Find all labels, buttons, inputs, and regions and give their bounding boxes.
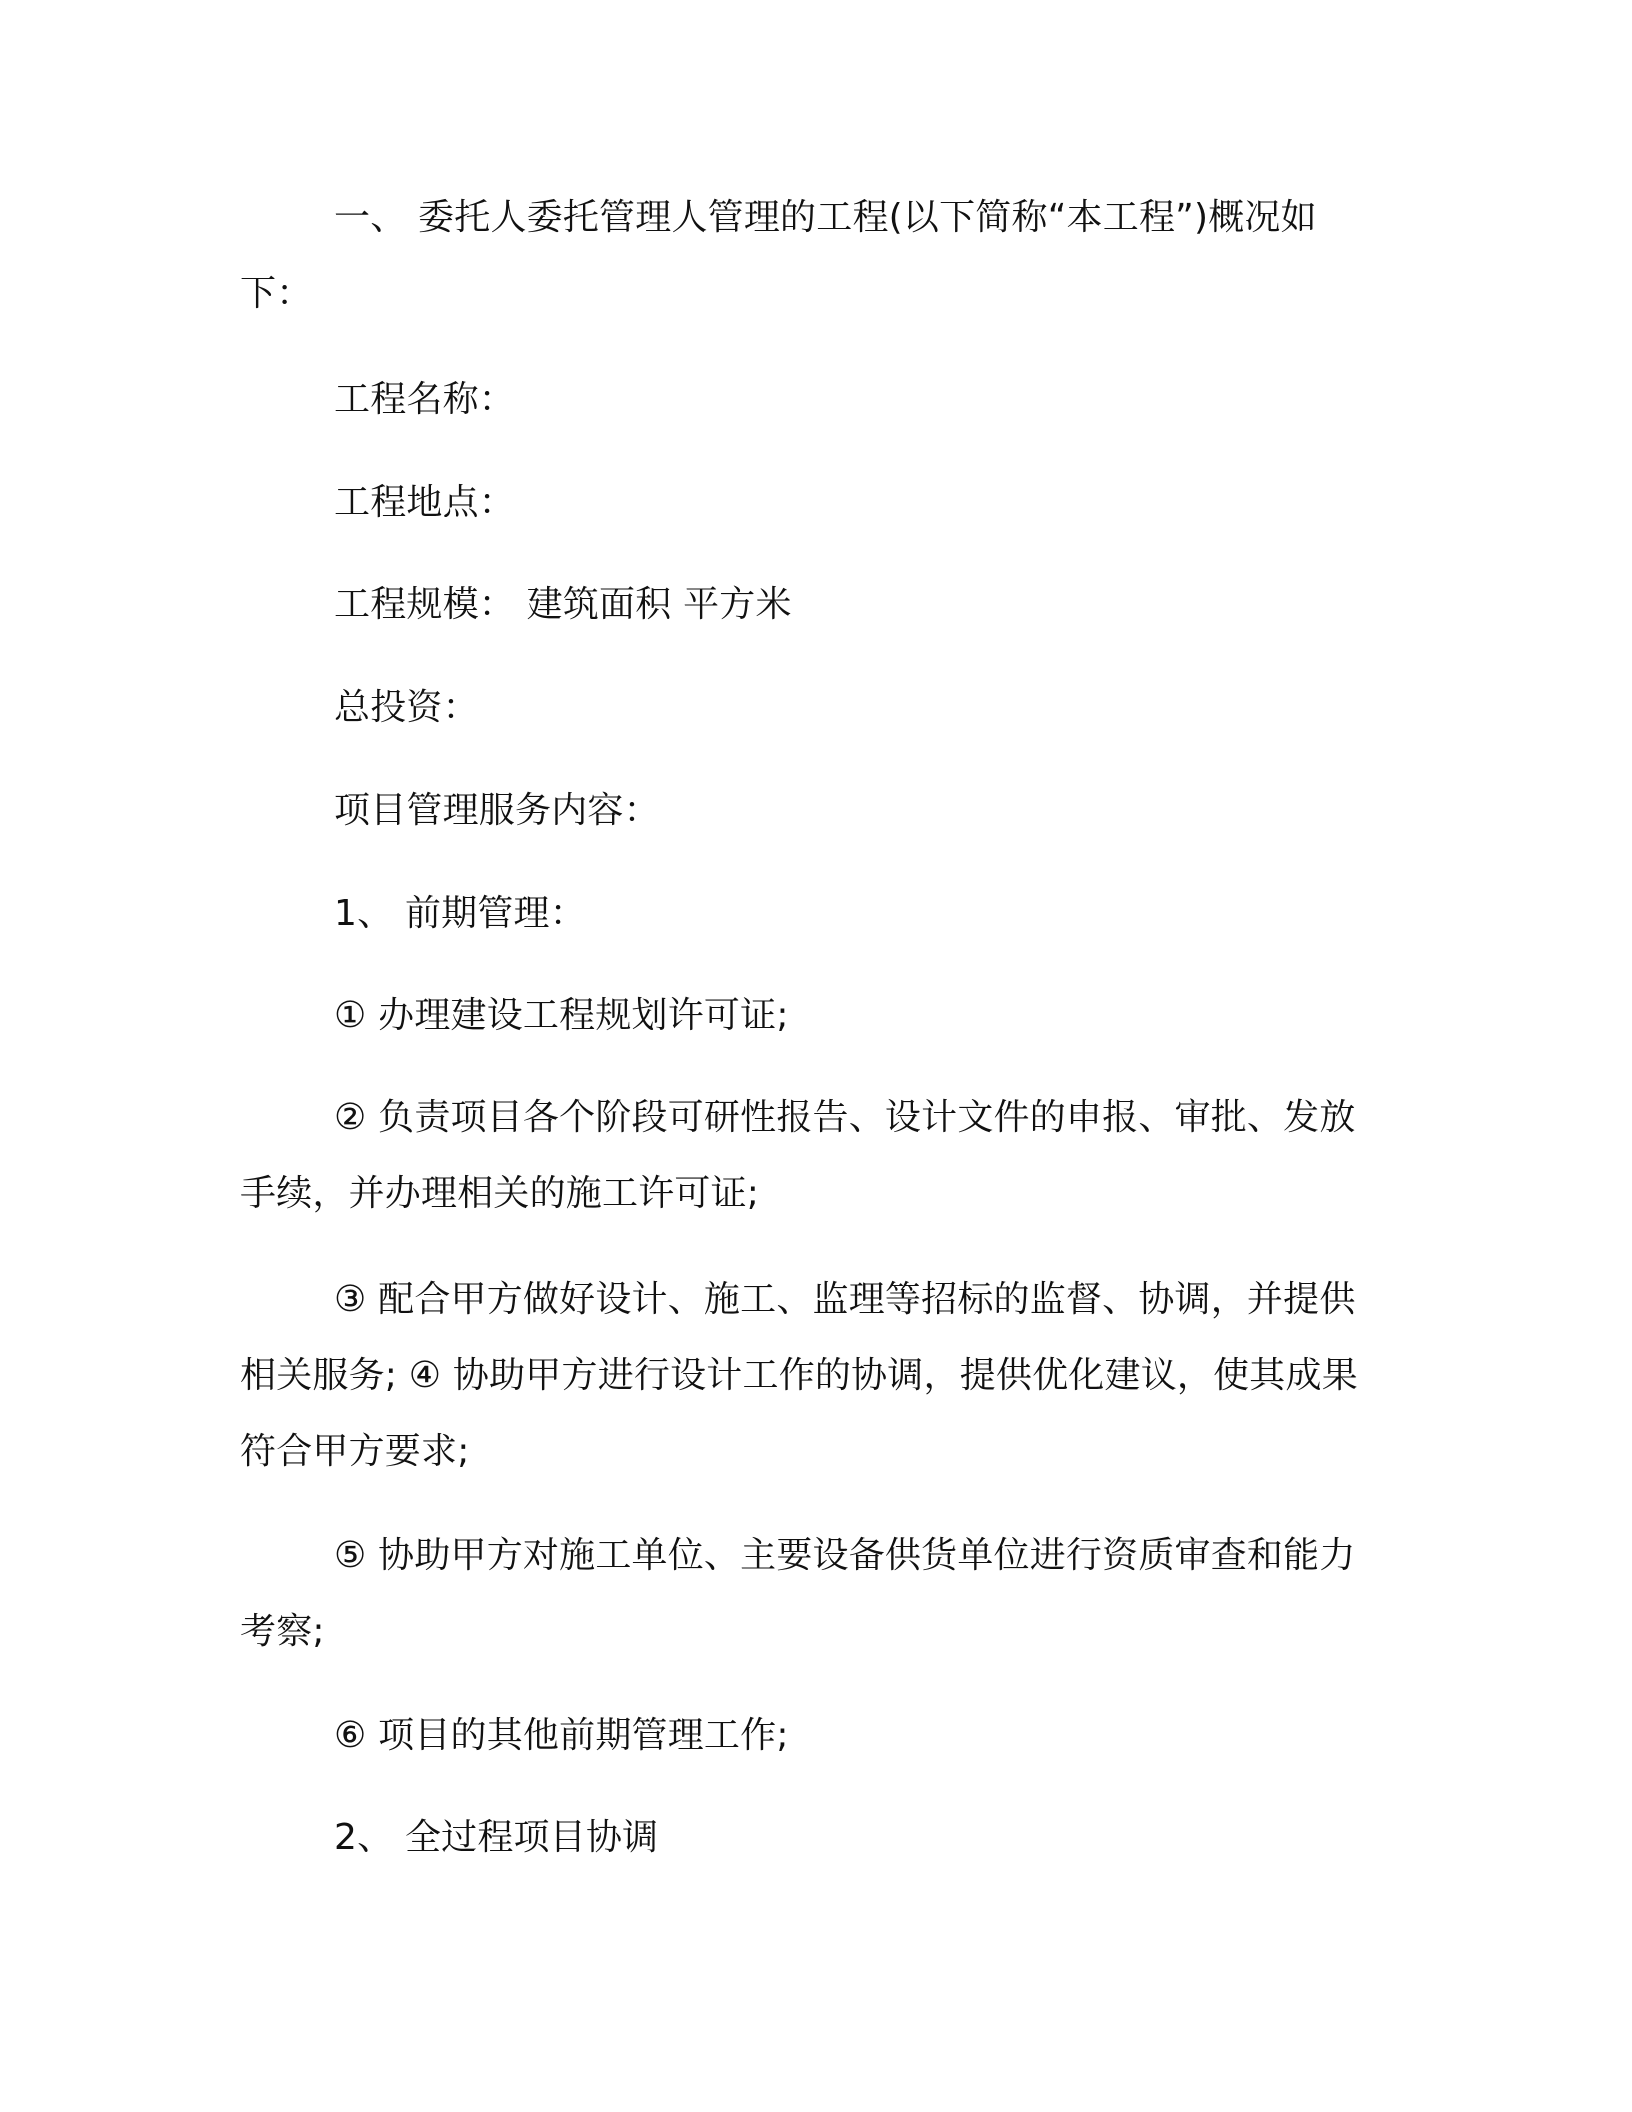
paragraph-item-2: ② 负责项目各个阶段可研性报告、设计文件的申报、审批、发放手续，并办理相关的施工许可证; (240, 1097, 1356, 1214)
paragraph-project-scale: 工程规模： 建筑面积 平方米 (334, 584, 792, 625)
paragraph-project-name: 工程名称： (334, 379, 516, 420)
paragraph-overview-intro: 一、 委托人委托管理人管理的工程(以下简称“本工程”)概况如下： (240, 197, 1317, 314)
paragraph-total-investment: 总投资： (334, 687, 479, 728)
paragraph-project-coordination-heading: 2、 全过程项目协调 (334, 1817, 659, 1858)
paragraph-early-management-heading: 1、 前期管理： (334, 893, 586, 934)
paragraph-item-6: ⑥ 项目的其他前期管理工作; (334, 1715, 789, 1756)
paragraph-service-content: 项目管理服务内容： (334, 790, 660, 831)
paragraph-item-5: ⑤ 协助甲方对施工单位、主要设备供货单位进行资质审查和能力考察; (240, 1535, 1356, 1652)
paragraph-item-1: ① 办理建设工程规划许可证; (334, 995, 789, 1036)
paragraph-project-location: 工程地点： (334, 482, 516, 523)
paragraph-item-3-4: ③ 配合甲方做好设计、施工、监理等招标的监督、协调，并提供相关服务; ④ 协助甲方进行设计工作的协调，提供优化建议，使其成果符合甲方要求; (240, 1279, 1358, 1472)
